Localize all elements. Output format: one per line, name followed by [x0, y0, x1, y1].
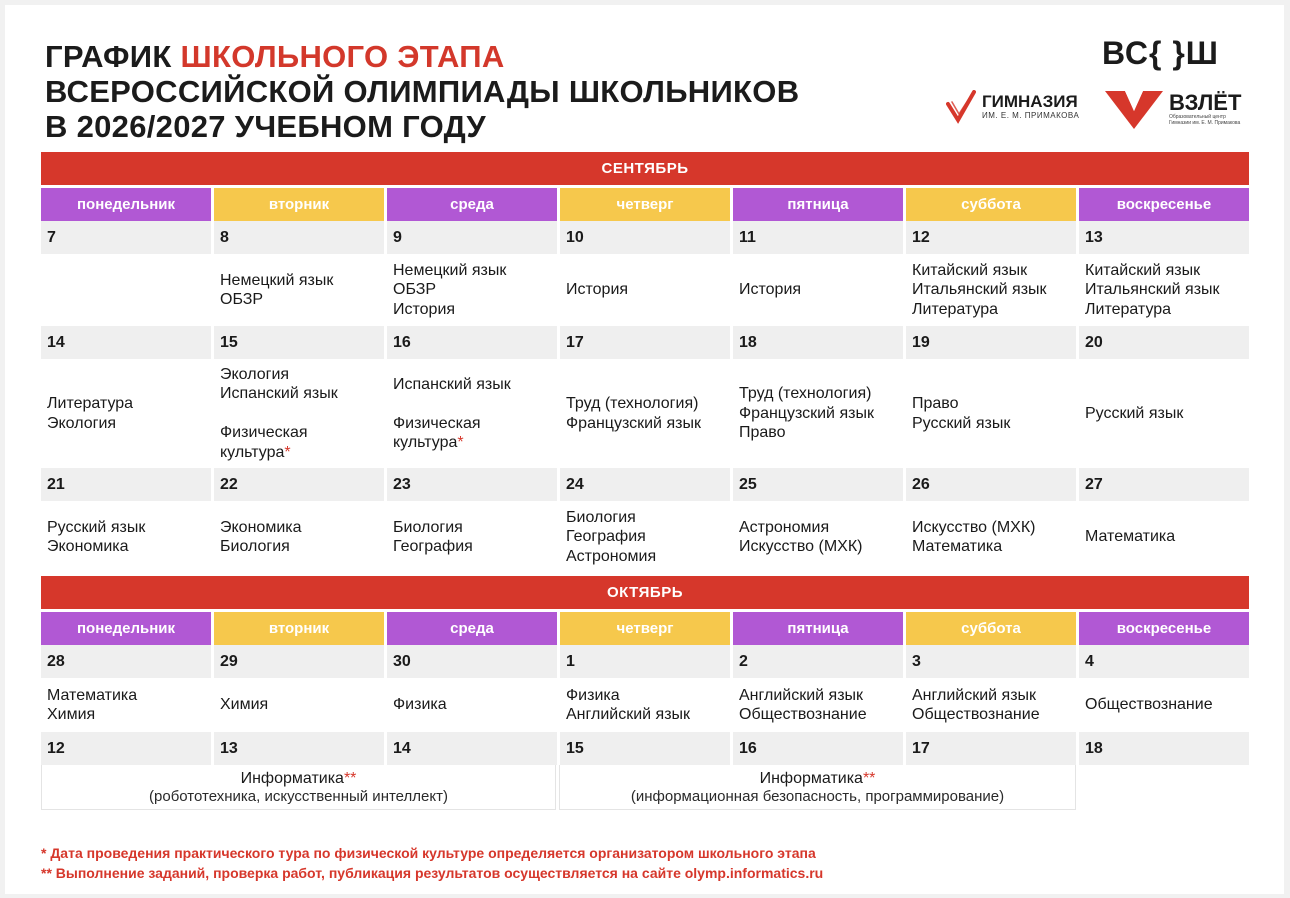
footnote-mark: *: [457, 434, 464, 451]
subject: Физика: [566, 686, 620, 704]
subject: Труд (технология): [739, 385, 872, 403]
date-cell: 15: [560, 732, 730, 765]
subject: Экономика: [220, 518, 302, 536]
subject: Литература: [912, 300, 999, 318]
subjects-cell: [1079, 501, 1249, 573]
subject: Китайский язык: [1085, 261, 1201, 279]
vzlet-mark-icon: [1105, 89, 1163, 129]
subject: История: [566, 281, 629, 299]
subjects-cell: [1079, 359, 1249, 468]
title-line2: ВСЕРОССИЙСКОЙ ОЛИМПИАДЫ ШКОЛЬНИКОВ: [45, 74, 800, 109]
gymnasium-subtitle: ИМ. Е. М. ПРИМАКОВА: [982, 111, 1080, 120]
subject: Биология: [220, 538, 290, 555]
subject: География: [566, 528, 646, 546]
weekday-tuesday: вторник: [214, 612, 384, 645]
date-cell: 12: [41, 732, 211, 765]
subjects-row: [41, 254, 1249, 326]
subjects-cell: [906, 678, 1076, 732]
subject: Английский язык: [739, 686, 864, 704]
weekday-saturday: суббота: [906, 612, 1076, 645]
date-cell: 13: [214, 732, 384, 765]
subject: Литература: [1085, 300, 1172, 318]
vsosh-logo: ВС{ }Ш: [1102, 35, 1219, 71]
subjects-cell: [733, 359, 903, 468]
subject: ОБЗР: [393, 281, 437, 299]
subject: ОБЗР: [220, 291, 264, 308]
footnote-2: ** Выполнение заданий, проверка работ, публикация результатов осуществляется на сайте olymp.informatics.ru: [41, 865, 824, 881]
subject: Итальянский язык: [912, 281, 1047, 299]
weekday-sunday: воскресенье: [1079, 188, 1249, 221]
subject: Труд (технология): [566, 395, 699, 412]
weekday-thursday: четверг: [560, 188, 730, 221]
date-row: [41, 326, 1249, 359]
informatics-subtitle: (робототехника, искусственный интеллект): [149, 787, 448, 805]
date-cell: 10: [560, 221, 730, 254]
subjects-row: [41, 359, 1249, 468]
subject: Искусство (МХК): [739, 538, 863, 555]
weekday-header-row: [41, 612, 1249, 645]
spacer: [393, 394, 557, 414]
gymnasium-name: ГИМНАЗИЯ: [982, 92, 1078, 111]
footnotes: [41, 843, 823, 883]
subject: Математика: [47, 686, 138, 704]
gymnasium-mark-icon: [946, 90, 976, 124]
date-cell: 20: [1079, 326, 1249, 359]
subject-with-note: культура*: [220, 443, 291, 461]
subjects-cell: [387, 501, 557, 573]
subject: Немецкий язык: [393, 261, 507, 279]
date-cell: 27: [1079, 468, 1249, 501]
informatics-block-ai: [41, 765, 556, 810]
subjects-cell: [41, 501, 211, 573]
subjects-cell: [214, 254, 384, 326]
date-cell: 12: [906, 221, 1076, 254]
date-cell: 23: [387, 468, 557, 501]
subject: Обществознание: [1085, 696, 1213, 714]
month-header-september: СЕНТЯБРЬ: [41, 152, 1249, 185]
vzlet-subtitle-1: Образовательный центр: [1169, 114, 1226, 120]
weekday-thursday: четверг: [560, 612, 730, 645]
schedule-poster: [5, 5, 1284, 894]
subject: Экономика: [47, 538, 129, 555]
subject: Немецкий язык: [220, 271, 334, 289]
subjects-cell: [906, 254, 1076, 326]
weekday-saturday: суббота: [906, 188, 1076, 221]
subject: Китайский язык: [912, 261, 1028, 279]
subjects-cell: [560, 678, 730, 732]
subject: Химия: [47, 706, 96, 723]
vzlet-name: ВЗЛЁТ: [1169, 90, 1242, 115]
subjects-cell: [1079, 678, 1249, 732]
date-row: [41, 645, 1249, 678]
date-cell: 17: [560, 326, 730, 359]
weekday-friday: пятница: [733, 612, 903, 645]
subjects-cell: [387, 678, 557, 732]
subjects-cell: [214, 359, 384, 468]
weekday-monday: понедельник: [41, 188, 211, 221]
date-cell: 7: [41, 221, 211, 254]
subject: Французский язык: [739, 404, 874, 422]
subjects-cell: [560, 254, 730, 326]
subjects-cell: [214, 678, 384, 732]
subject: История: [739, 281, 802, 299]
title-line1-red: ШКОЛЬНОГО ЭТАПА: [180, 39, 505, 74]
subject: Астрономия: [739, 518, 830, 536]
subjects-cell: [906, 359, 1076, 468]
september-table: [41, 152, 1249, 573]
subject: Биология: [393, 518, 463, 536]
subjects-cell: [387, 254, 557, 326]
subject: Химия: [220, 696, 269, 714]
subjects-cell: [387, 359, 557, 468]
subject: Право: [739, 424, 786, 442]
subject: Итальянский язык: [1085, 281, 1220, 299]
date-cell: 17: [906, 732, 1076, 765]
date-cell: 18: [733, 326, 903, 359]
page-title: [45, 39, 799, 144]
title-line3: В 2026/2027 УЧЕБНОМ ГОДУ: [45, 109, 486, 144]
informatics-row: [41, 765, 1249, 810]
subject: Математика: [1085, 528, 1176, 546]
gymnasium-logo: [946, 90, 1079, 124]
weekday-friday: пятница: [733, 188, 903, 221]
date-cell: 16: [387, 326, 557, 359]
date-cell: 14: [387, 732, 557, 765]
subjects-cell: [560, 501, 730, 573]
subject: Английский язык: [566, 706, 691, 723]
subject: Физическая: [220, 424, 308, 442]
footnote-mark: **: [343, 769, 357, 787]
date-cell: 21: [41, 468, 211, 501]
informatics-title: Информатика: [759, 769, 863, 787]
subjects-row: [41, 678, 1249, 732]
vzlet-subtitle-2: Гимназии им. Е. М. Примакова: [1169, 120, 1241, 126]
title-line1-black: ГРАФИК: [45, 39, 181, 74]
subject: География: [393, 538, 473, 555]
date-cell: 22: [214, 468, 384, 501]
footnote-mark: **: [862, 769, 876, 787]
subject: Экология: [220, 365, 290, 383]
date-cell: 26: [906, 468, 1076, 501]
subject: Русский язык: [912, 414, 1011, 432]
subject: Астрономия: [566, 547, 657, 565]
subjects-cell: [733, 678, 903, 732]
subjects-cell: [214, 501, 384, 573]
month-header-october: ОКТЯБРЬ: [41, 576, 1249, 609]
date-cell: 4: [1079, 645, 1249, 678]
subject: Биология: [566, 508, 636, 526]
date-cell: 1: [560, 645, 730, 678]
weekday-sunday: воскресенье: [1079, 612, 1249, 645]
date-cell: 18: [1079, 732, 1249, 765]
weekday-wednesday: среда: [387, 612, 557, 645]
date-cell: 14: [41, 326, 211, 359]
date-cell: 9: [387, 221, 557, 254]
subjects-cell: [733, 501, 903, 573]
subject: Русский язык: [1085, 404, 1184, 422]
subject: Испанский язык: [220, 385, 338, 403]
date-cell: 8: [214, 221, 384, 254]
date-row: [41, 732, 1249, 765]
subjects-cell: [1079, 254, 1249, 326]
footnote-1: * Дата проведения практического тура по физической культуре определяется организатором школьного этапа: [41, 845, 816, 861]
date-cell: 30: [387, 645, 557, 678]
empty-cell: [1079, 765, 1252, 810]
subject: Искусство (МХК): [912, 518, 1036, 536]
subject: Обществознание: [739, 706, 867, 723]
subject: История: [393, 300, 456, 318]
date-cell: 19: [906, 326, 1076, 359]
vzlet-logo: [1105, 89, 1241, 129]
footnote-mark: *: [284, 443, 291, 461]
subjects-cell: [41, 359, 211, 468]
informatics-block-programming: [559, 765, 1076, 810]
date-cell: 28: [41, 645, 211, 678]
weekday-wednesday: среда: [387, 188, 557, 221]
informatics-subtitle: (информационная безопасность, программирование): [630, 787, 1005, 805]
date-cell: 29: [214, 645, 384, 678]
date-cell: 11: [733, 221, 903, 254]
subject: Французский язык: [566, 414, 701, 432]
spacer: [220, 404, 384, 424]
date-row: [41, 221, 1249, 254]
october-table: [41, 576, 1249, 810]
subjects-cell: [560, 359, 730, 468]
subject-with-note: культура*: [393, 434, 464, 451]
subject: Экология: [47, 414, 117, 432]
subject: Математика: [912, 538, 1003, 555]
date-cell: 15: [214, 326, 384, 359]
subjects-cell: [733, 254, 903, 326]
date-cell: 3: [906, 645, 1076, 678]
date-cell: 24: [560, 468, 730, 501]
date-cell: 25: [733, 468, 903, 501]
date-cell: 16: [733, 732, 903, 765]
subject: Русский язык: [47, 518, 146, 536]
weekday-header-row: [41, 188, 1249, 221]
subject: Английский язык: [912, 686, 1037, 704]
subject: Испанский язык: [393, 375, 511, 393]
informatics-title: Информатика: [240, 769, 344, 787]
subjects-row: [41, 501, 1249, 573]
subject: Физика: [393, 696, 447, 714]
subjects-cell: [41, 254, 211, 326]
date-row: [41, 468, 1249, 501]
subject: Литература: [47, 395, 134, 412]
subject: Обществознание: [912, 706, 1040, 723]
subjects-cell: [41, 678, 211, 732]
date-cell: 2: [733, 645, 903, 678]
subjects-cell: [906, 501, 1076, 573]
weekday-monday: понедельник: [41, 612, 211, 645]
subject: Физическая: [393, 414, 481, 432]
date-cell: 13: [1079, 221, 1249, 254]
subject: Право: [912, 395, 959, 412]
weekday-tuesday: вторник: [214, 188, 384, 221]
